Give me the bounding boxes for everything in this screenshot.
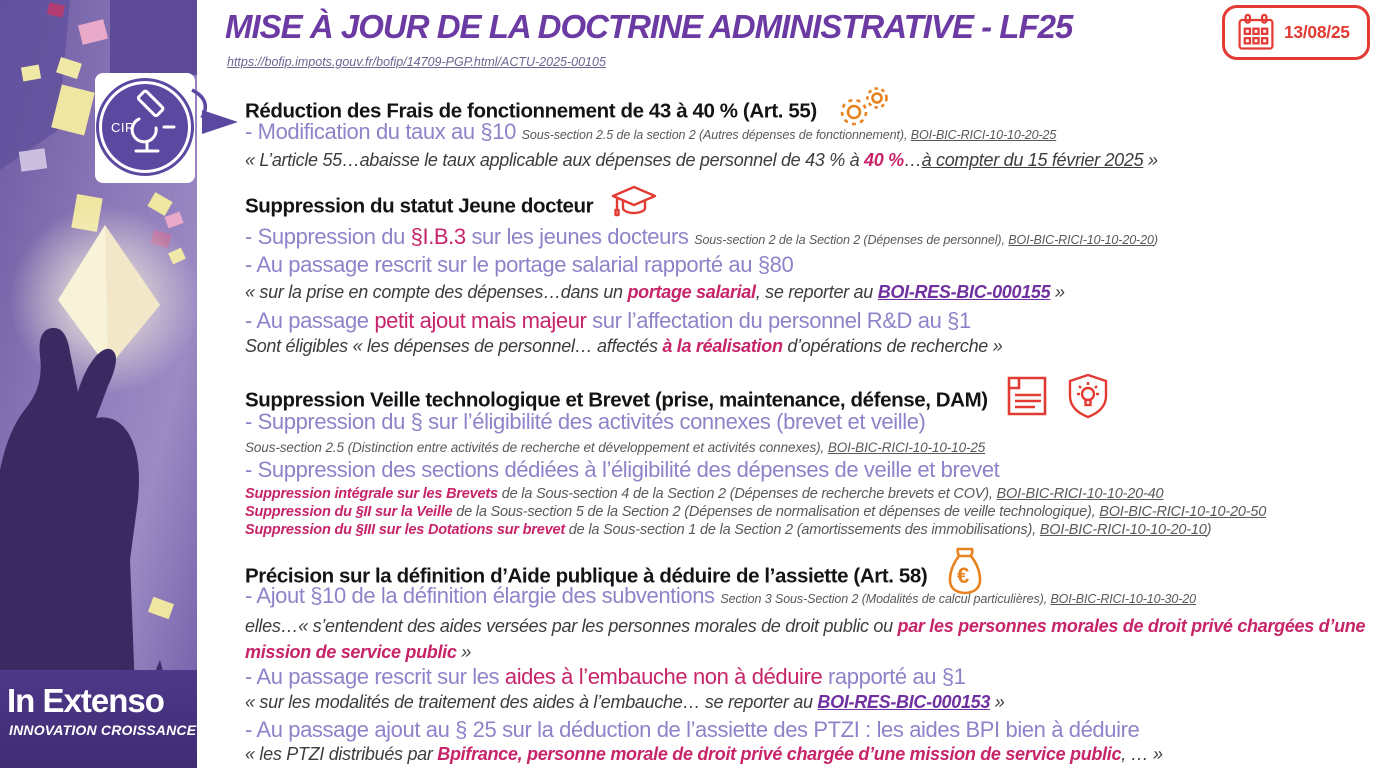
note-lead: Suppression du §III sur les Dotations sur brevet — [245, 522, 565, 538]
boi-link[interactable]: BOI-BIC-RICI-10-10-20-40 — [996, 486, 1164, 502]
section1-heading-text: Réduction des Frais de fonctionnement de 43 à 40 % (Art. 55) — [245, 99, 817, 123]
date-text: 13/08/25 — [1284, 22, 1350, 42]
boi-link[interactable]: BOI-BIC-RICI-10-10-20-50 — [1099, 504, 1267, 520]
quote-text: » — [1050, 282, 1065, 302]
bullet-highlight: aides à l’embauche non à déduire — [504, 664, 823, 689]
section4-heading-text: Précision sur la définition d’Aide publique à déduire de l’assiette (Art. 58) — [245, 564, 928, 588]
section2-heading-text: Suppression du statut Jeune docteur — [245, 194, 594, 218]
note-text: Sous-section 2.5 (Distinction entre activités de recherche et développement et activités connexes), — [245, 440, 828, 455]
boi-link[interactable]: BOI-BIC-RICI-10-10-20-25 — [910, 128, 1057, 142]
section3-note1 — [245, 486, 1163, 502]
logo-in-extenso: In Extenso — [7, 682, 164, 719]
bullet-text: - Au passage rescrit sur les — [245, 664, 505, 689]
quote-text: … — [903, 150, 922, 170]
bullet-note: ) — [1153, 233, 1158, 247]
svg-text:€: € — [956, 563, 969, 588]
logo-block — [0, 670, 197, 768]
quote-text: » — [990, 692, 1005, 712]
boi-link[interactable]: BOI-RES-BIC-000153 — [817, 692, 991, 712]
bullet-text: rapporté au §1 — [822, 664, 966, 689]
quote-text: , … » — [1121, 744, 1163, 764]
document-icon — [1005, 374, 1049, 424]
cir-badge — [95, 73, 195, 183]
source-url-link[interactable]: https://bofip.impots.gouv.fr/bofip/14709-PGP.html/ACTU-2025-00105 — [227, 55, 606, 69]
bullet-text: - Suppression du — [245, 224, 411, 249]
section1-quote — [245, 150, 1158, 171]
bullet-highlight: §I.B.3 — [410, 224, 466, 249]
section4-quote3 — [245, 744, 1163, 765]
bullet-highlight: petit ajout mais majeur — [374, 308, 587, 333]
section3-note3 — [245, 522, 1211, 538]
section2-quote1 — [245, 282, 1065, 303]
section1-bullet1 — [245, 119, 1056, 145]
bullet-note: Sous-section 2.5 de la section 2 (Autres dépenses de fonctionnement), — [521, 128, 911, 142]
quote-highlight: 40 % — [864, 150, 904, 170]
section2-bullet3 — [245, 308, 971, 334]
section2-heading — [245, 185, 657, 229]
section4-quote1 — [245, 613, 1370, 665]
quote-text: » — [456, 642, 472, 662]
graduation-cap-icon — [611, 183, 657, 227]
quote-text: Sont éligibles « les dépenses de personnel… affectés — [245, 336, 663, 356]
note-text: de la Sous-section 4 de la Section 2 (Dépenses de recherche brevets et COV), — [497, 486, 997, 502]
cir-label: CIR — [111, 120, 135, 135]
quote-underline: à compter du 15 février 2025 — [921, 150, 1144, 170]
quote-text: « sur les modalités de traitement des aides à l’embauche… se reporter au — [245, 692, 818, 712]
page-title: MISE À JOUR DE LA DOCTRINE ADMINISTRATIVE - LF25 — [225, 8, 1073, 45]
boi-link[interactable]: BOI-BIC-RICI-10-10-20-10 — [1039, 522, 1207, 538]
quote-text: d’opérations de recherche » — [782, 336, 1003, 356]
quote-text: » — [1143, 150, 1158, 170]
section2-quote2 — [245, 336, 1002, 357]
cir-circle — [102, 84, 188, 170]
section3-note0 — [245, 440, 985, 455]
pointer-arrow-icon — [186, 88, 248, 140]
quote-text: elles…« s’entendent des aides versées par les personnes morales de droit public ou — [245, 616, 898, 636]
section4-bullet3: - Au passage ajout au § 25 sur la déduction de l’assiette des PTZI : les aides BPI bien à déduire — [245, 717, 1140, 742]
bullet-text: sur l’affectation du personnel R&D au §1 — [586, 308, 971, 333]
logo-tagline: INNOVATION CROISSANCE — [9, 722, 197, 738]
section4-bullet2 — [245, 664, 966, 690]
boi-link[interactable]: BOI-BIC-RICI-10-10-30-20 — [1050, 592, 1196, 606]
quote-text: « les PTZI distribués par — [245, 744, 438, 764]
section4-bullet1 — [245, 583, 1196, 609]
section2-bullet2: - Au passage rescrit sur le portage salarial rapporté au §80 — [245, 252, 794, 277]
quote-highlight: par les personnes morales de droit privé chargées d’une mission de service public — [245, 616, 1366, 662]
note-text: de la Sous-section 1 de la Section 2 (amortissements des immobilisations), — [564, 522, 1040, 538]
boi-link[interactable]: BOI-RES-BIC-000155 — [877, 282, 1051, 302]
bullet-text: - Au passage — [245, 308, 375, 333]
bullet-text: - Modification du taux au §10 — [245, 119, 522, 144]
bullet-note: Sous-section 2 de la Section 2 (Dépenses de personnel), — [694, 233, 1009, 247]
calendar-icon — [1237, 13, 1275, 53]
note-lead: Suppression du §II sur la Veille — [245, 504, 453, 520]
quote-highlight: Bpifrance, personne morale de droit privé chargée d’une mission de service public — [437, 744, 1122, 764]
bullet-text: - Ajout §10 de la définition élargie des subventions — [245, 583, 721, 608]
note-lead: Suppression intégrale sur les Brevets — [245, 486, 498, 502]
quote-text: , se reporter au — [755, 282, 878, 302]
section2-bullet1 — [245, 224, 1158, 250]
section3-heading-text: Suppression Veille technologique et Brevet (prise, maintenance, défense, DAM) — [245, 388, 988, 412]
boi-link[interactable]: BOI-BIC-RICI-10-10-20-20 — [1008, 233, 1154, 247]
bullet-text: sur les jeunes docteurs — [465, 224, 695, 249]
section3-note2 — [245, 504, 1266, 520]
shield-idea-icon — [1066, 372, 1110, 426]
quote-highlight: portage salarial — [627, 282, 756, 302]
quote-text: « L’article 55…abaisse le taux applicable aux dépenses de personnel de 43 % à — [245, 150, 865, 170]
note-text: ) — [1206, 522, 1212, 538]
quote-highlight: à la réalisation — [662, 336, 783, 356]
section4-quote2 — [245, 692, 1005, 713]
section3-bullet2: - Suppression des sections dédiées à l’éligibilité des dépenses de veille et brevet — [245, 457, 1000, 482]
bullet-note: Section 3 Sous-Section 2 (Modalités de calcul particulières), — [720, 592, 1051, 606]
section3-bullet1: - Suppression du § sur l’éligibilité des activités connexes (brevet et veille) — [245, 409, 926, 434]
boi-link[interactable]: BOI-BIC-RICI-10-10-10-25 — [827, 440, 986, 455]
date-badge — [1222, 5, 1370, 60]
note-text: de la Sous-section 5 de la Section 2 (Dépenses de normalisation et dépenses de veille technologique), — [452, 504, 1100, 520]
quote-text: « sur la prise en compte des dépenses…dans un — [245, 282, 628, 302]
